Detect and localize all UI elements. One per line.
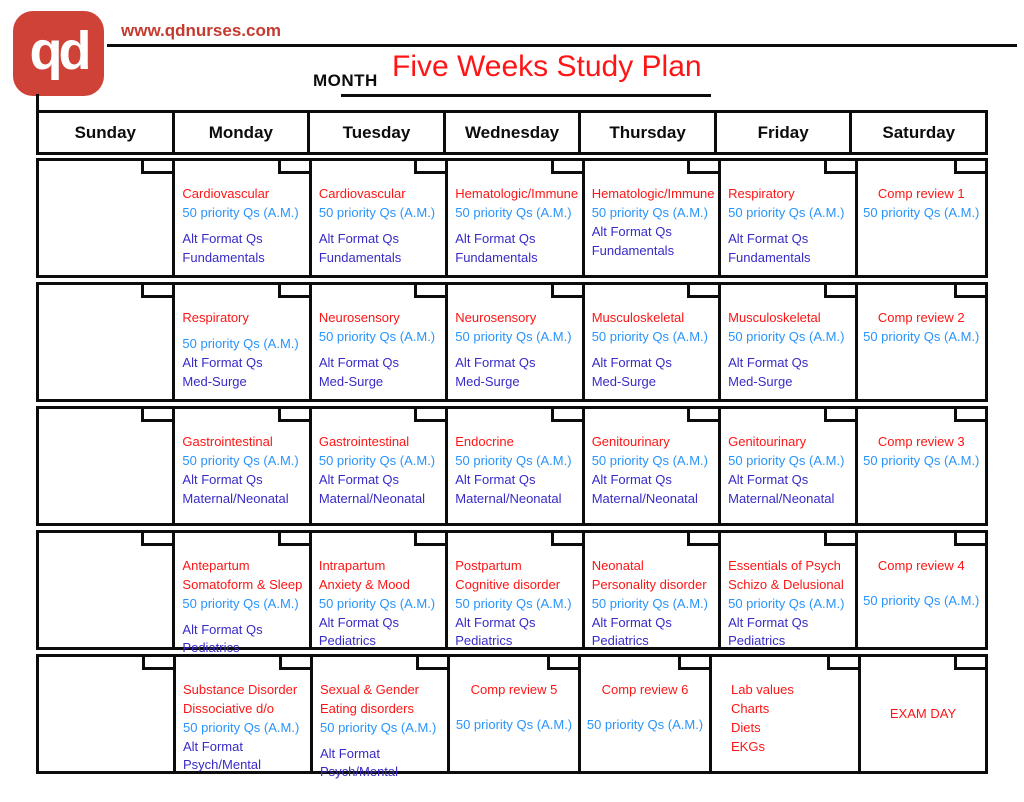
study-line: 50 priority Qs (A.M.) <box>455 328 572 344</box>
study-line: 50 priority Qs (A.M.) <box>318 452 436 468</box>
cell-content <box>592 557 715 651</box>
study-line: Comp review 2 <box>877 310 965 325</box>
study-line: Alt Format Qs <box>318 354 400 370</box>
calendar-grid <box>36 158 988 780</box>
week-row-4 <box>36 530 988 656</box>
cell-week1-saturday <box>858 161 985 275</box>
study-line: Hematologic/Immune <box>455 186 579 201</box>
study-line: Comp review 3 <box>877 434 965 449</box>
study-line: Postpartum <box>455 558 522 573</box>
study-line: Alt Format Qs <box>182 621 263 637</box>
study-line: Med-Surge <box>455 373 520 389</box>
study-line: 50 priority Qs (A.M.) <box>182 204 299 220</box>
study-line: Fundamentals <box>728 249 811 265</box>
cell-week5-saturday <box>861 657 985 771</box>
date-tab <box>824 161 855 174</box>
study-line: Sexual & Gender <box>320 682 420 697</box>
study-line: Alt Format Qs <box>728 230 809 246</box>
study-line: 50 priority Qs (A.M.) <box>320 719 437 735</box>
study-line: Alt Format Qs <box>728 471 809 487</box>
day-header-sunday: Sunday <box>39 113 175 152</box>
study-line: 50 priority Qs (A.M.) <box>863 592 980 608</box>
study-line: Endocrine <box>455 434 514 449</box>
cell-content <box>319 557 442 651</box>
study-line: Cognitive disorder <box>455 576 561 592</box>
study-line: Diets <box>731 719 761 735</box>
study-line: 50 priority Qs (A.M.) <box>182 452 299 468</box>
cell-week5-tuesday <box>313 657 450 780</box>
study-line: Alt Format Qs <box>591 614 672 630</box>
study-line: Neurosensory <box>455 310 537 325</box>
cell-content <box>455 557 578 651</box>
cell-week5-thursday <box>581 657 712 771</box>
date-tab <box>824 285 855 298</box>
study-line: 50 priority Qs (A.M.) <box>591 452 708 468</box>
study-line: Med-Surge <box>182 373 247 389</box>
cell-content <box>319 433 442 508</box>
study-line: Alt Format Qs <box>455 230 536 246</box>
header-rule <box>107 44 1017 47</box>
cell-content <box>731 681 855 756</box>
day-header-friday: Friday <box>717 113 853 152</box>
date-tab <box>678 657 709 670</box>
cell-week4-sunday <box>39 533 175 647</box>
cell-content <box>890 705 956 724</box>
study-line: Psych/Mental <box>183 757 262 773</box>
date-tab <box>278 161 309 174</box>
date-tab <box>954 161 985 174</box>
month-label: MONTH <box>313 71 378 90</box>
date-tab <box>551 533 582 546</box>
cell-week1-thursday <box>585 161 721 275</box>
date-tab <box>687 161 718 174</box>
date-tab <box>954 533 985 546</box>
cell-week4-thursday <box>585 533 721 647</box>
day-header-monday: Monday <box>175 113 311 152</box>
cell-content <box>728 557 851 651</box>
study-line: Alt Format Qs <box>591 354 672 370</box>
study-line: Alt Format Qs <box>318 471 400 487</box>
cell-week1-monday <box>175 161 311 275</box>
cell-week4-friday <box>721 533 857 647</box>
study-line: Cardiovascular <box>182 186 270 201</box>
study-line: Alt Format Qs <box>455 471 536 487</box>
study-line: Lab values <box>731 682 794 697</box>
study-line: Dissociative d/o <box>183 700 275 716</box>
study-line: Alt Format Qs <box>182 354 263 370</box>
cell-week3-tuesday <box>312 409 448 523</box>
study-line: Cardiovascular <box>318 186 406 201</box>
study-line: Genitourinary <box>728 434 807 449</box>
date-tab <box>547 657 578 670</box>
cell-content <box>182 433 305 508</box>
date-tab <box>416 657 447 670</box>
cell-content <box>860 433 983 471</box>
cell-content <box>182 557 305 658</box>
study-line: Alt Format Qs <box>455 614 536 630</box>
cell-week2-sunday <box>39 285 175 399</box>
date-tab <box>954 657 985 670</box>
date-tab <box>827 657 858 670</box>
study-line: Anxiety & Mood <box>318 576 410 592</box>
title-underline <box>341 94 711 97</box>
study-line: Charts <box>731 700 770 716</box>
cell-week3-thursday <box>585 409 721 523</box>
cell-content <box>455 309 578 391</box>
study-line: 50 priority Qs (A.M.) <box>455 716 573 732</box>
date-tab <box>278 285 309 298</box>
study-line: Eating disorders <box>320 700 414 716</box>
week-row-5 <box>36 654 988 780</box>
cell-content <box>728 185 851 267</box>
study-line: Musculoskeletal <box>728 310 821 325</box>
study-line: 50 priority Qs (A.M.) <box>728 595 845 611</box>
website-url: www.qdnurses.com <box>121 21 281 40</box>
study-line: Schizo & Delusional <box>728 576 844 592</box>
study-line: Alt Format Qs <box>728 354 809 370</box>
study-line: Alt Format Qs <box>591 471 672 487</box>
cell-week1-wednesday <box>448 161 584 275</box>
study-line: 50 priority Qs (A.M.) <box>728 452 845 468</box>
cell-content <box>182 309 305 391</box>
cell-content <box>182 185 305 267</box>
date-tab <box>414 533 445 546</box>
study-line: Alt Format Qs <box>728 614 809 630</box>
cell-week3-friday <box>721 409 857 523</box>
study-line: 50 priority Qs (A.M.) <box>318 595 436 611</box>
cell-week4-saturday <box>858 533 985 647</box>
week-row-3 <box>36 406 988 526</box>
cell-week3-monday <box>175 409 311 523</box>
study-line: EXAM DAY <box>889 705 957 721</box>
study-line: 50 priority Qs (A.M.) <box>591 595 708 611</box>
study-line: 50 priority Qs (A.M.) <box>183 719 300 735</box>
qdnurses-logo <box>13 11 104 96</box>
study-line: 50 priority Qs (A.M.) <box>863 452 980 468</box>
date-tab <box>414 409 445 422</box>
study-line: 50 priority Qs (A.M.) <box>318 204 436 220</box>
page-title: Five Weeks Study Plan <box>392 50 702 83</box>
study-line: Neurosensory <box>318 310 400 325</box>
cell-week4-monday <box>175 533 311 656</box>
study-line: 50 priority Qs (A.M.) <box>318 328 436 344</box>
date-tab <box>687 409 718 422</box>
study-line: Intrapartum <box>318 558 386 573</box>
cell-content <box>320 681 444 782</box>
study-line: Med-Surge <box>591 373 656 389</box>
day-header-tuesday: Tuesday <box>310 113 446 152</box>
study-line: 50 priority Qs (A.M.) <box>455 595 572 611</box>
study-line: Med-Surge <box>728 373 793 389</box>
study-line: 50 priority Qs (A.M.) <box>591 204 708 220</box>
study-line: Alt Format Qs <box>182 471 263 487</box>
study-line: Maternal/Neonatal <box>455 490 562 506</box>
study-line: 50 priority Qs (A.M.) <box>182 595 299 611</box>
date-tab <box>687 285 718 298</box>
cell-content <box>728 309 851 391</box>
cell-content <box>592 185 715 260</box>
cell-week1-sunday <box>39 161 175 275</box>
study-line: 50 priority Qs (A.M.) <box>728 204 845 220</box>
cell-content <box>860 557 983 611</box>
date-tab <box>551 285 582 298</box>
study-line: Pediatrics <box>318 633 376 649</box>
study-line: Essentials of Psych <box>728 558 841 573</box>
cell-week3-wednesday <box>448 409 584 523</box>
week-row-2 <box>36 282 988 402</box>
study-line: Substance Disorder <box>183 682 298 697</box>
study-line: Alt Format Qs <box>318 614 400 630</box>
study-line: 50 priority Qs (A.M.) <box>586 716 704 732</box>
study-line: Alt Format Qs <box>182 230 263 246</box>
study-line: Fundamentals <box>455 249 538 265</box>
day-header-wednesday: Wednesday <box>446 113 582 152</box>
day-header-row <box>36 110 988 155</box>
cell-week2-monday <box>175 285 311 399</box>
date-tab <box>141 285 172 298</box>
study-line: Gastrointestinal <box>182 434 273 449</box>
cell-content <box>183 681 307 775</box>
study-line: Hematologic/Immune <box>591 186 715 201</box>
study-line: Pediatrics <box>591 633 649 649</box>
cell-content <box>592 309 715 391</box>
study-line: Gastrointestinal <box>318 434 410 449</box>
date-tab <box>141 161 172 174</box>
study-line: Alt Format Qs <box>455 354 536 370</box>
study-line: Comp review 1 <box>877 186 965 201</box>
date-tab <box>414 161 445 174</box>
cell-week2-tuesday <box>312 285 448 399</box>
cell-week5-monday <box>176 657 313 771</box>
study-line: Psych/Mental <box>320 764 399 780</box>
study-line: Musculoskeletal <box>591 310 685 325</box>
study-line: Maternal/Neonatal <box>591 490 698 506</box>
date-tab <box>278 533 309 546</box>
study-line: 50 priority Qs (A.M.) <box>728 328 845 344</box>
study-line: EKGs <box>731 738 765 754</box>
day-header-thursday: Thursday <box>581 113 717 152</box>
study-line: Maternal/Neonatal <box>728 490 835 506</box>
study-line: Comp review 5 <box>470 682 558 697</box>
study-line: 50 priority Qs (A.M.) <box>863 204 980 220</box>
study-line: Genitourinary <box>591 434 670 449</box>
cell-content <box>455 433 578 508</box>
week-row-1 <box>36 158 988 278</box>
study-line: Somatoform & Sleep <box>182 576 303 592</box>
cell-content <box>583 681 707 735</box>
study-line: Fundamentals <box>591 242 675 258</box>
study-line: Pediatrics <box>455 633 513 649</box>
cell-week4-tuesday <box>312 533 448 647</box>
date-tab <box>279 657 310 670</box>
cell-content <box>728 433 851 508</box>
study-line: Comp review 6 <box>601 682 689 697</box>
cell-week1-tuesday <box>312 161 448 275</box>
cell-week3-saturday <box>858 409 985 523</box>
date-tab <box>954 285 985 298</box>
study-line: Neonatal <box>591 558 644 573</box>
date-tab <box>551 161 582 174</box>
cell-content <box>319 309 442 391</box>
cell-week2-wednesday <box>448 285 584 399</box>
day-header-saturday: Saturday <box>882 122 956 142</box>
date-tab <box>551 409 582 422</box>
study-plan-calendar <box>36 110 988 780</box>
date-tab <box>824 409 855 422</box>
study-line: Alt Format <box>183 738 243 754</box>
date-tab <box>954 409 985 422</box>
study-line: Comp review 4 <box>877 558 965 573</box>
study-line: Antepartum <box>182 558 250 573</box>
cell-week4-wednesday <box>448 533 584 647</box>
study-line: 50 priority Qs (A.M.) <box>455 204 572 220</box>
cell-week3-sunday <box>39 409 175 523</box>
date-tab <box>687 533 718 546</box>
cell-week2-saturday <box>858 285 985 399</box>
study-line: Pediatrics <box>182 640 240 656</box>
cell-week5-wednesday <box>450 657 581 771</box>
cell-week5-friday <box>712 657 861 771</box>
date-tab <box>142 657 173 670</box>
cell-content <box>860 185 983 223</box>
cell-week2-friday <box>721 285 857 399</box>
cell-content <box>455 185 578 267</box>
study-line: Maternal/Neonatal <box>318 490 426 506</box>
study-line: Alt Format <box>320 745 380 761</box>
date-tab <box>414 285 445 298</box>
cell-content <box>452 681 576 735</box>
study-line: Pediatrics <box>728 633 786 649</box>
study-line: Alt Format Qs <box>318 230 400 246</box>
study-line: 50 priority Qs (A.M.) <box>863 328 980 344</box>
cell-week2-thursday <box>585 285 721 399</box>
date-tab <box>141 409 172 422</box>
study-line: Maternal/Neonatal <box>182 490 289 506</box>
cell-week5-sunday <box>39 657 176 771</box>
study-line: Personality disorder <box>591 576 707 592</box>
cell-week1-friday <box>721 161 857 275</box>
study-line: Respiratory <box>182 310 249 325</box>
study-line: Fundamentals <box>182 249 265 265</box>
study-line: Fundamentals <box>318 249 402 265</box>
study-line: Med-Surge <box>318 373 384 389</box>
date-tab <box>824 533 855 546</box>
cell-content <box>592 433 715 508</box>
cell-content <box>860 309 983 347</box>
study-line: 50 priority Qs (A.M.) <box>182 335 299 351</box>
logo-text: qd <box>29 20 88 81</box>
study-line: Respiratory <box>728 186 795 201</box>
date-tab <box>278 409 309 422</box>
study-line: Alt Format Qs <box>591 223 672 239</box>
cell-content <box>319 185 442 267</box>
study-line: 50 priority Qs (A.M.) <box>591 328 708 344</box>
study-line: 50 priority Qs (A.M.) <box>455 452 572 468</box>
date-tab <box>141 533 172 546</box>
